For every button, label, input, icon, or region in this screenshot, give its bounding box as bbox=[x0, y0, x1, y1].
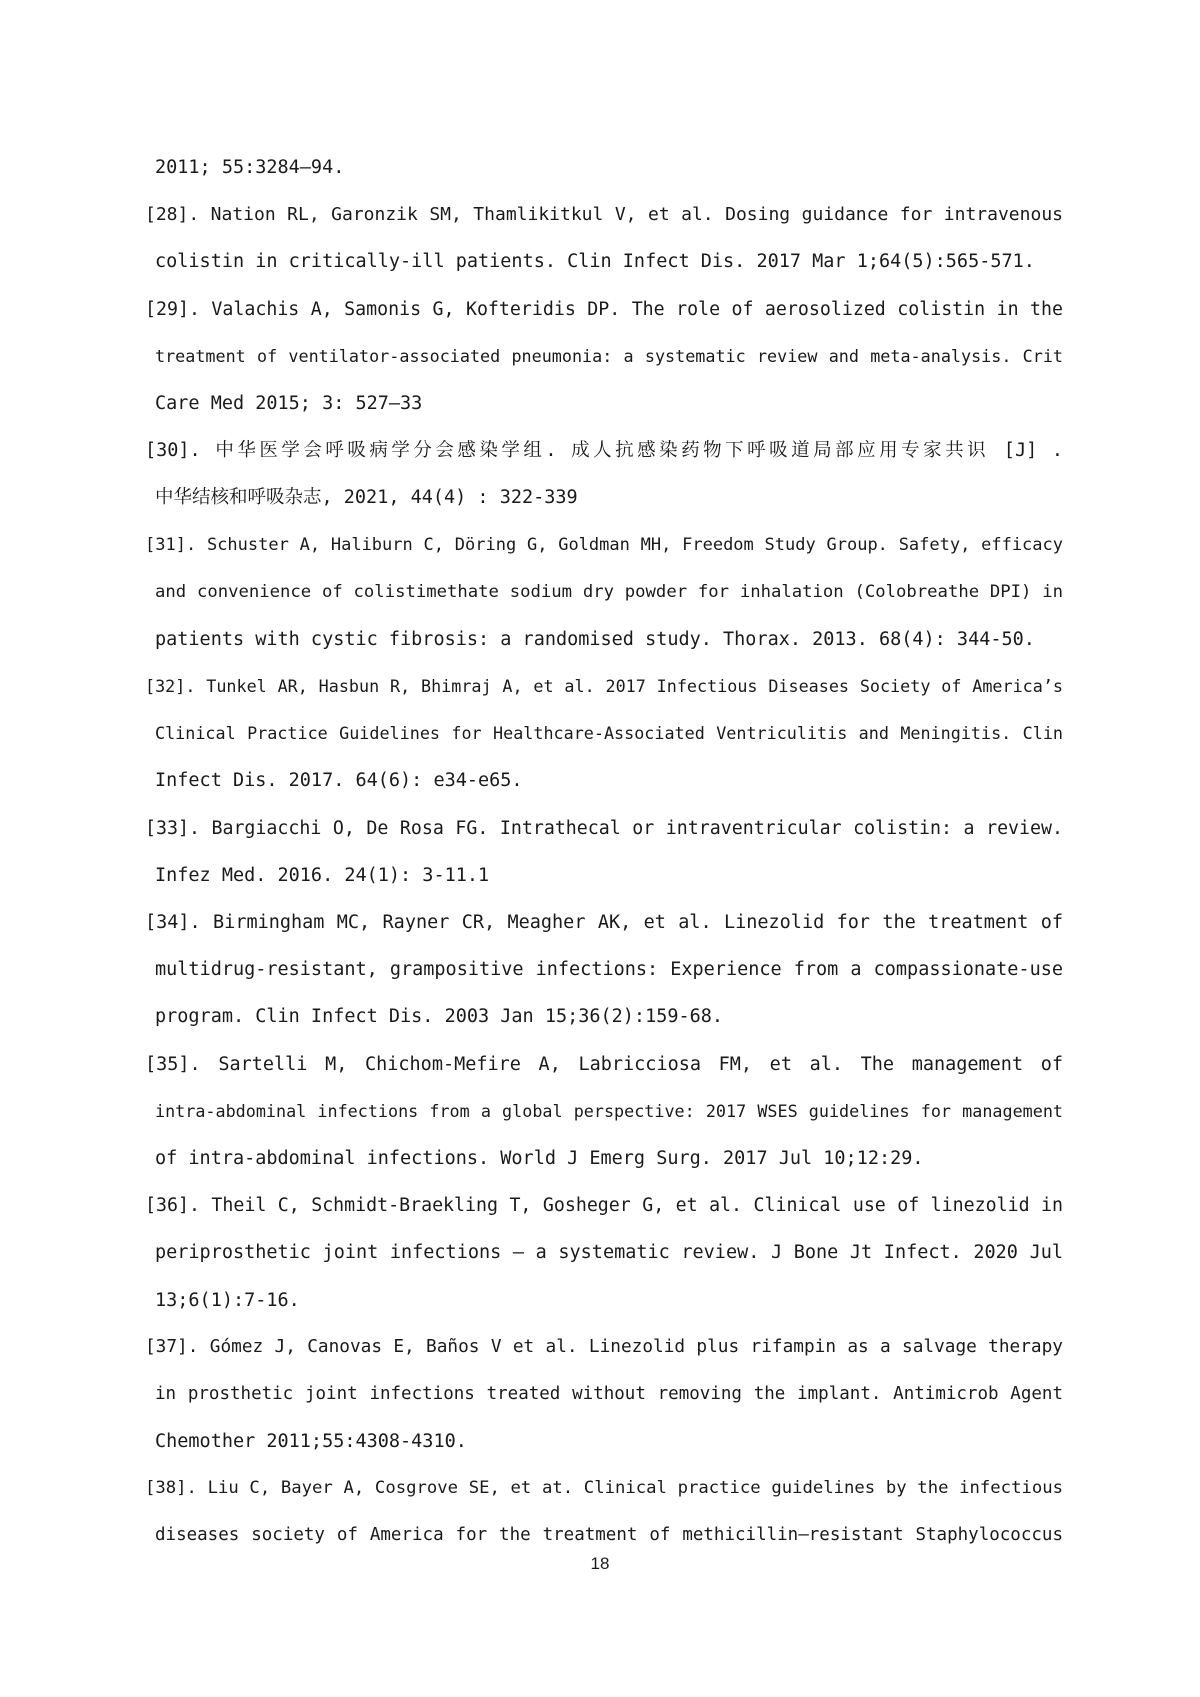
reference-entry-line: [35]. Sartelli M, Chichom-Mefire A, Labricciosa FM, et al. The management of bbox=[145, 1053, 1063, 1075]
reference-continuation-line: and convenience of colistimethate sodium dry powder for inhalation (Colobreathe DPI) in bbox=[155, 581, 1063, 602]
reference-continuation-line: Clinical Practice Guidelines for Healthcare-Associated Ventriculitis and Meningitis. Clin bbox=[155, 723, 1063, 744]
reference-continuation-line: 2011; 55:3284–94. bbox=[155, 157, 345, 178]
reference-continuation-line: program. Clin Infect Dis. 2003 Jan 15;36(2):159-68. bbox=[155, 1006, 724, 1028]
reference-entry-line: [30]. 中华医学会呼吸病学分会感染学组. 成人抗感染药物下呼吸道局部应用专家共识 [J] . bbox=[145, 440, 1063, 462]
reference-entry-line: [29]. Valachis A, Samonis G, Kofteridis DP. The role of aerosolized colistin in the bbox=[145, 298, 1063, 320]
reference-entry-line: [37]. Gómez J, Canovas E, Baños V et al. Linezolid plus rifampin as a salvage therapy bbox=[145, 1336, 1063, 1357]
reference-continuation-line: Infect Dis. 2017. 64(6): e34-e65. bbox=[155, 770, 523, 792]
page-number: 18 bbox=[590, 1554, 610, 1573]
reference-continuation-line: intra-abdominal infections from a global perspective: 2017 WSES guidelines for management bbox=[155, 1100, 1063, 1121]
reference-list bbox=[145, 144, 1063, 1560]
reference-entry-line: [31]. Schuster A, Haliburn C, Döring G, Goldman MH, Freedom Study Group. Safety, efficacy bbox=[145, 534, 1063, 555]
reference-continuation-line: Care Med 2015; 3: 527–33 bbox=[155, 392, 423, 414]
reference-continuation-line: 13;6(1):7-16. bbox=[155, 1289, 300, 1311]
reference-entry-line: [38]. Liu C, Bayer A, Cosgrove SE, et at. Clinical practice guidelines by the infectious bbox=[145, 1478, 1063, 1499]
reference-continuation-line: Chemother 2011;55:4308-4310. bbox=[155, 1431, 467, 1453]
reference-continuation-line: 中华结核和呼吸杂志, 2021, 44(4) : 322-339 bbox=[155, 487, 578, 509]
reference-entry-line: [28]. Nation RL, Garonzik SM, Thamlikitkul V, et al. Dosing guidance for intravenous bbox=[145, 204, 1063, 226]
reference-continuation-line: periprosthetic joint infections – a systematic review. J Bone Jt Infect. 2020 Jul bbox=[155, 1242, 1063, 1264]
reference-continuation-line: treatment of ventilator-associated pneumonia: a systematic review and meta-analysis. Crit bbox=[155, 345, 1063, 366]
reference-continuation-line: diseases society of America for the treatment of methicillin—resistant Staphylococcus bbox=[155, 1525, 1063, 1546]
reference-entry-line: [34]. Birmingham MC, Rayner CR, Meagher AK, et al. Linezolid for the treatment of bbox=[145, 912, 1063, 933]
reference-continuation-line: colistin in critically-ill patients. Clin Infect Dis. 2017 Mar 1;64(5):565-571. bbox=[155, 251, 1035, 273]
reference-entry-line: [36]. Theil C, Schmidt-Braekling T, Gosheger G, et al. Clinical use of linezolid in bbox=[145, 1195, 1063, 1217]
reference-continuation-line: Infez Med. 2016. 24(1): 3-11.1 bbox=[155, 864, 490, 886]
reference-continuation-line: of intra-abdominal infections. World J Emerg Surg. 2017 Jul 10;12:29. bbox=[155, 1147, 924, 1169]
reference-continuation-line: patients with cystic fibrosis: a randomised study. Thorax. 2013. 68(4): 344-50. bbox=[155, 628, 1035, 650]
reference-continuation-line: in prosthetic joint infections treated without removing the implant. Antimicrob Agent bbox=[155, 1383, 1063, 1404]
reference-continuation-line: multidrug-resistant, grampositive infections: Experience from a compassionate-use bbox=[155, 959, 1063, 981]
reference-entry-line: [33]. Bargiacchi O, De Rosa FG. Intrathecal or intraventricular colistin: a review. bbox=[145, 817, 1063, 839]
reference-entry-line: [32]. Tunkel AR, Hasbun R, Bhimraj A, et al. 2017 Infectious Diseases Society of America’s bbox=[145, 676, 1063, 697]
